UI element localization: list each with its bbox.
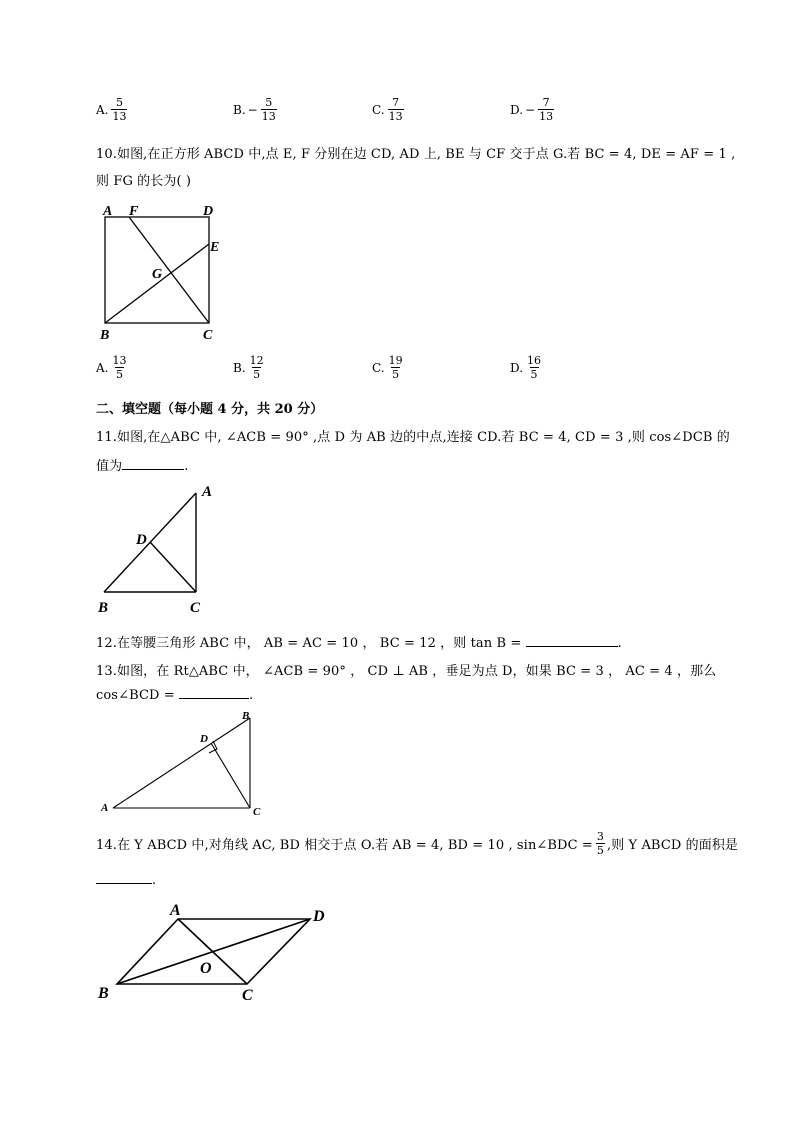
numerator: 5 <box>265 96 273 109</box>
segment-ab <box>113 718 250 808</box>
fraction-3-5 <box>596 831 605 856</box>
minus-sign: − <box>525 102 536 117</box>
q13-question-line2 <box>96 688 253 703</box>
q14-parallelogram-figure <box>92 898 342 1008</box>
fraction <box>388 97 404 122</box>
option-label: D. <box>510 102 524 117</box>
q13-prefix: cos∠BCD = <box>96 688 179 703</box>
q12-text: 12.在等腰三角形 ABC 中， AB = AC = 10 ， BC = 12 ，则 tan B = <box>96 636 526 651</box>
q14-suffix: . <box>152 873 157 888</box>
q11-prefix: 值为 <box>96 459 123 474</box>
q14-text-after: ,则 Y ABCD 的面积是 <box>606 838 739 853</box>
q10-option-a <box>96 355 127 380</box>
denominator: 13 <box>112 110 127 123</box>
fraction <box>526 355 542 380</box>
q11-question-line2 <box>96 455 188 474</box>
point-label-c: C <box>190 600 201 616</box>
diagonal-ac <box>178 919 247 984</box>
denominator: 13 <box>388 110 403 123</box>
denominator: 5 <box>253 368 261 381</box>
point-label-d: D <box>313 908 325 925</box>
point-label-b: B <box>98 600 109 616</box>
point-label-d: D <box>200 733 208 745</box>
segment-dc <box>150 542 196 592</box>
numerator: 5 <box>115 96 123 109</box>
point-label-a: A <box>202 484 213 500</box>
q9-option-a <box>96 97 127 122</box>
point-label-b: B <box>98 985 109 1002</box>
denominator: 13 <box>261 110 276 123</box>
numerator: 19 <box>388 354 403 367</box>
q14-answer-blank[interactable] <box>96 883 152 884</box>
point-label-o: O <box>200 960 212 977</box>
point-label-d: D <box>203 204 214 219</box>
q12-suffix: . <box>617 636 622 651</box>
q9-option-b <box>233 97 277 122</box>
option-label: A. <box>96 102 109 117</box>
q14-text-before: 14.在 Y ABCD 中,对角线 AC, BD 相交于点 O.若 AB = 4, BD = 10 , sin∠BDC = <box>96 838 593 853</box>
denominator: 5 <box>530 368 538 381</box>
option-label: A. <box>96 360 109 375</box>
point-label-c: C <box>242 987 253 1004</box>
segment-be <box>105 244 209 323</box>
point-label-a: A <box>170 902 181 919</box>
q13-right-triangle-figure <box>96 708 276 820</box>
numerator: 12 <box>249 354 264 367</box>
point-label-g: G <box>152 267 163 282</box>
fraction <box>111 355 127 380</box>
q11-suffix: . <box>184 459 189 474</box>
numerator: 7 <box>392 96 400 109</box>
denominator: 13 <box>539 110 554 123</box>
q11-answer-blank[interactable] <box>122 469 184 470</box>
segment-cf <box>129 217 209 323</box>
denominator: 5 <box>115 368 123 381</box>
point-label-a: A <box>101 802 109 814</box>
fraction <box>261 97 277 122</box>
q9-option-d <box>510 97 554 122</box>
option-label: B. <box>233 102 246 117</box>
fraction <box>538 97 554 122</box>
q10-option-d <box>510 355 542 380</box>
q10-option-c <box>372 355 404 380</box>
q13-answer-blank[interactable] <box>179 698 249 699</box>
q11-question-line1: 11.如图,在△ABC 中, ∠ACB = 90° ,点 D 为 AB 边的中点,连接 CD.若 BC = 4, CD = 3 ,则 cos∠DCB 的 <box>96 430 730 445</box>
numerator: 13 <box>112 354 127 367</box>
point-label-f: F <box>129 204 139 219</box>
point-label-c: C <box>203 328 213 343</box>
segment-cd <box>211 743 250 808</box>
fraction <box>388 355 404 380</box>
minus-sign: − <box>247 102 258 117</box>
numerator: 3 <box>596 830 604 843</box>
point-label-e: E <box>210 240 220 255</box>
q9-option-c <box>372 97 404 122</box>
q10-question-line1: 10.如图,在正方形 ABCD 中,点 E, F 分别在边 CD, AD 上, BE 与 CF 交于点 G.若 BC = 4, DE = AF = 1 , <box>96 147 736 162</box>
denominator: 5 <box>392 368 400 381</box>
option-label: C. <box>372 360 385 375</box>
q10-square-figure <box>96 198 231 346</box>
fraction <box>111 97 127 122</box>
q11-triangle-figure <box>94 480 224 620</box>
fraction <box>249 355 265 380</box>
point-label-c: C <box>253 806 261 818</box>
option-label: D. <box>510 360 524 375</box>
q13-suffix: . <box>249 688 254 703</box>
section-heading: 二、填空题（每小题 4 分，共 20 分） <box>96 402 324 417</box>
q13-question-line1: 13.如图，在 Rt△ABC 中， ∠ACB = 90° ， CD ⊥ AB ，垂足为点 D，如果 BC = 3 ， AC = 4 ，那么 <box>96 664 717 679</box>
point-label-a: A <box>103 204 113 219</box>
option-label: C. <box>372 102 385 117</box>
q12-question <box>96 632 622 651</box>
denominator: 5 <box>596 844 604 857</box>
numerator: 7 <box>542 96 550 109</box>
point-label-d: D <box>136 532 147 548</box>
q10-option-b <box>233 355 265 380</box>
q14-question-line1 <box>96 831 738 856</box>
numerator: 16 <box>527 354 542 367</box>
q14-question-line2 <box>96 873 156 888</box>
point-label-b: B <box>100 328 110 343</box>
q12-answer-blank[interactable] <box>526 646 618 647</box>
point-label-b: B <box>242 710 250 722</box>
q10-question-line2: 则 FG 的长为( ) <box>96 174 192 189</box>
option-label: B. <box>233 360 246 375</box>
